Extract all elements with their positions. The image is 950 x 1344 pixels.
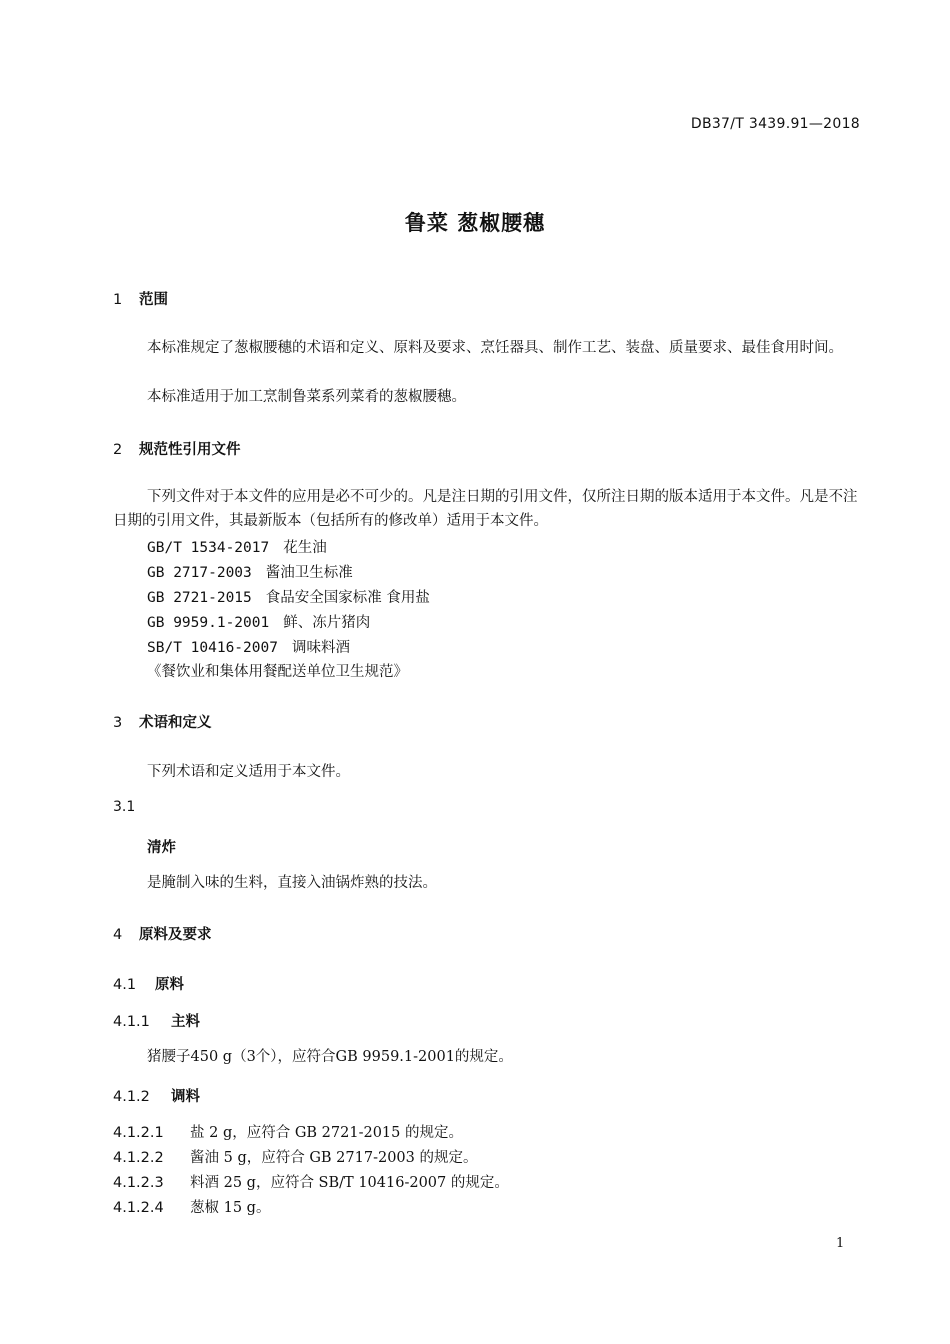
section-number: 2 xyxy=(113,442,123,458)
seasoning-item xyxy=(113,1171,509,1192)
reference-code: GB 2721-2015 xyxy=(147,590,252,606)
reference-code: GB/T 1534-2017 xyxy=(147,540,270,556)
reference-item xyxy=(147,636,350,657)
normative-references-paragraph: 下列文件对于本文件的应用是必不可少的。凡是注日期的引用文件，仅所注日期的版本适用于本文件。凡是不注日期的引用文件，其最新版本（包括所有的修改单）适用于本文件。 xyxy=(113,489,858,529)
reference-name: 《餐饮业和集体用餐配送单位卫生规范》 xyxy=(147,664,408,680)
reference-name: 鲜、冻片猪肉 xyxy=(283,615,371,631)
terms-paragraph: 下列术语和定义适用于本文件。 xyxy=(147,764,350,780)
section-4-1-1-heading xyxy=(113,1010,200,1031)
item-text: 盐 2 g，应符合 GB 2721-2015 的规定。 xyxy=(190,1125,463,1141)
document-title: 鲁菜 葱椒腰穗 xyxy=(404,211,546,235)
section-number: 4.1 xyxy=(113,977,137,993)
reference-item xyxy=(147,660,408,681)
reference-code: SB/T 10416-2007 xyxy=(147,640,278,656)
item-text: 酱油 5 g，应符合 GB 2717-2003 的规定。 xyxy=(190,1150,478,1166)
reference-name: 食品安全国家标准 食用盐 xyxy=(265,590,430,606)
section-number: 4.1.2 xyxy=(113,1089,150,1105)
section-number: 4.1.1 xyxy=(113,1014,150,1030)
item-text: 葱椒 15 g。 xyxy=(190,1200,271,1216)
section-3-heading xyxy=(113,711,212,732)
item-number: 4.1.2.3 xyxy=(113,1175,164,1191)
page-number: 1 xyxy=(836,1236,845,1251)
term-number: 3.1 xyxy=(113,799,136,815)
section-1-heading xyxy=(113,288,168,309)
main-ingredient-text: 猪腰子450 g（3个），应符合GB 9959.1-2001的规定。 xyxy=(147,1049,513,1065)
section-title: 规范性引用文件 xyxy=(139,442,241,458)
item-text: 料酒 25 g，应符合 SB/T 10416-2007 的规定。 xyxy=(190,1175,509,1191)
section-title: 调料 xyxy=(171,1089,200,1105)
section-number: 1 xyxy=(113,292,123,308)
reference-name: 调味料酒 xyxy=(291,640,350,656)
reference-item xyxy=(147,586,430,607)
section-number: 3 xyxy=(113,715,123,731)
scope-paragraph-2: 本标准适用于加工烹制鲁菜系列菜肴的葱椒腰穗。 xyxy=(147,389,466,405)
section-title: 原料及要求 xyxy=(139,927,212,943)
section-4-1-heading xyxy=(113,973,184,994)
section-title: 原料 xyxy=(155,977,184,993)
scope-paragraph-1: 本标准规定了葱椒腰穗的术语和定义、原料及要求、烹饪器具、制作工艺、装盘、质量要求、最佳食用时间。 xyxy=(147,340,843,356)
reference-item xyxy=(147,561,353,582)
section-4-heading xyxy=(113,923,212,944)
reference-name: 酱油卫生标准 xyxy=(265,565,353,581)
section-number: 4 xyxy=(113,927,123,943)
item-number: 4.1.2.2 xyxy=(113,1150,164,1166)
reference-name: 花生油 xyxy=(283,540,327,556)
term-name: 清炸 xyxy=(147,840,176,856)
seasoning-item xyxy=(113,1146,478,1167)
reference-item xyxy=(147,536,327,557)
section-title: 主料 xyxy=(171,1014,200,1030)
seasoning-item xyxy=(113,1196,270,1217)
reference-item xyxy=(147,611,370,632)
item-number: 4.1.2.1 xyxy=(113,1125,164,1141)
term-definition: 是腌制入味的生料，直接入油锅炸熟的技法。 xyxy=(147,875,437,891)
section-title: 术语和定义 xyxy=(139,715,212,731)
item-number: 4.1.2.4 xyxy=(113,1200,164,1216)
section-title: 范围 xyxy=(139,292,168,308)
reference-code: GB 2717-2003 xyxy=(147,565,252,581)
standard-code: DB37/T 3439.91—2018 xyxy=(690,116,860,132)
reference-code: GB 9959.1-2001 xyxy=(147,615,270,631)
section-2-heading xyxy=(113,438,241,459)
section-4-1-2-heading xyxy=(113,1085,200,1106)
seasoning-item xyxy=(113,1121,463,1142)
